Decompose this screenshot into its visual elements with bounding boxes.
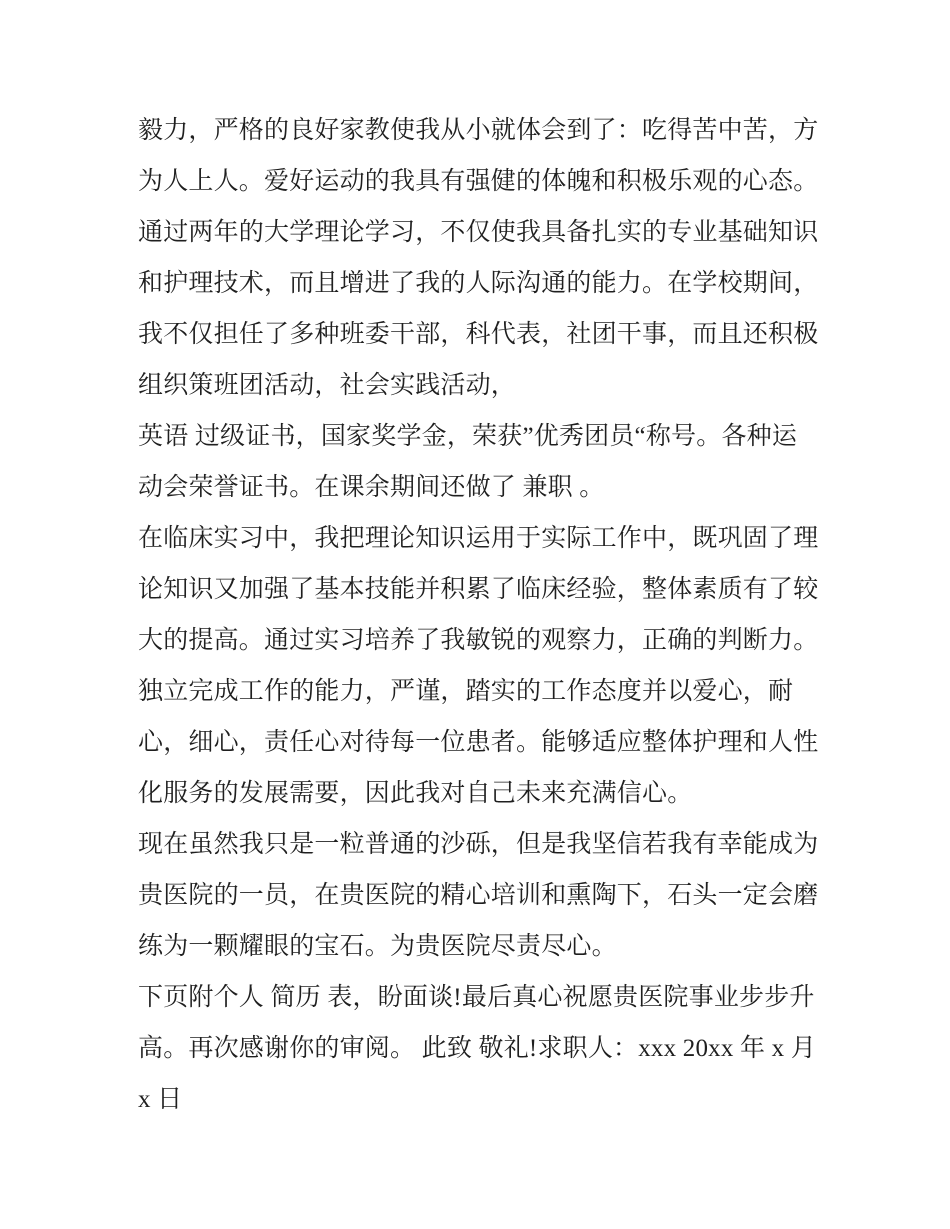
paragraph-closing-signature [138, 972, 828, 1125]
text-line: 大的提高。通过实习培养了我敏锐的观察力，正确的判断力。 [138, 627, 819, 654]
text-line: 高。再次感谢你的审阅。 此致 敬礼!求职人：xxx 20xx 年 x 月 [138, 1035, 817, 1062]
text-line: 练为一颗耀眼的宝石。为贵医院尽责尽心。 [138, 933, 617, 960]
text-line: 论知识又加强了基本技能并积累了临床经验，整体素质有了较 [138, 576, 819, 603]
paragraph-intro-qualities [138, 105, 828, 411]
text-line: x 日 [138, 1086, 183, 1113]
document-body-text [138, 105, 828, 1125]
text-line: 在临床实习中，我把理论知识运用于实际工作中，既巩固了理 [138, 525, 819, 552]
paragraph-aspiration [138, 819, 828, 972]
text-line: 通过两年的大学理论学习，不仅使我具备扎实的专业基础知识 [138, 219, 819, 246]
text-line: 组织策班团活动，社会实践活动， [138, 372, 517, 399]
text-line: 现在虽然我只是一粒普通的沙砾，但是我坚信若我有幸能成为 [138, 831, 819, 858]
text-line: 为人上人。爱好运动的我具有强健的体魄和积极乐观的心态。 [138, 168, 819, 195]
text-line: 动会荣誉证书。在课余期间还做了 兼职 。 [138, 474, 605, 501]
paragraph-certificates [138, 411, 828, 513]
text-line: 英语 过级证书，国家奖学金，荣获”优秀团员“称号。各种运 [138, 423, 798, 450]
paragraph-clinical-internship [138, 513, 828, 819]
text-line: 化服务的发展需要，因此我对自己未来充满信心。 [138, 780, 693, 807]
text-line: 独立完成工作的能力，严谨，踏实的工作态度并以爱心，耐 [138, 678, 794, 705]
text-line: 贵医院的一员，在贵医院的精心培训和熏陶下，石头一定会磨 [138, 882, 819, 909]
text-line: 下页附个人 简历 表，盼面谈!最后真心祝愿贵医院事业步步升 [138, 984, 815, 1011]
text-line: 心，细心，责任心对待每一位患者。能够适应整体护理和人性 [138, 729, 819, 756]
text-line: 我不仅担任了多种班委干部，科代表，社团干事，而且还积极 [138, 321, 819, 348]
text-line: 毅力，严格的良好家教使我从小就体会到了：吃得苦中苦，方 [138, 117, 819, 144]
text-line: 和护理技术，而且增进了我的人际沟通的能力。在学校期间， [138, 270, 819, 297]
